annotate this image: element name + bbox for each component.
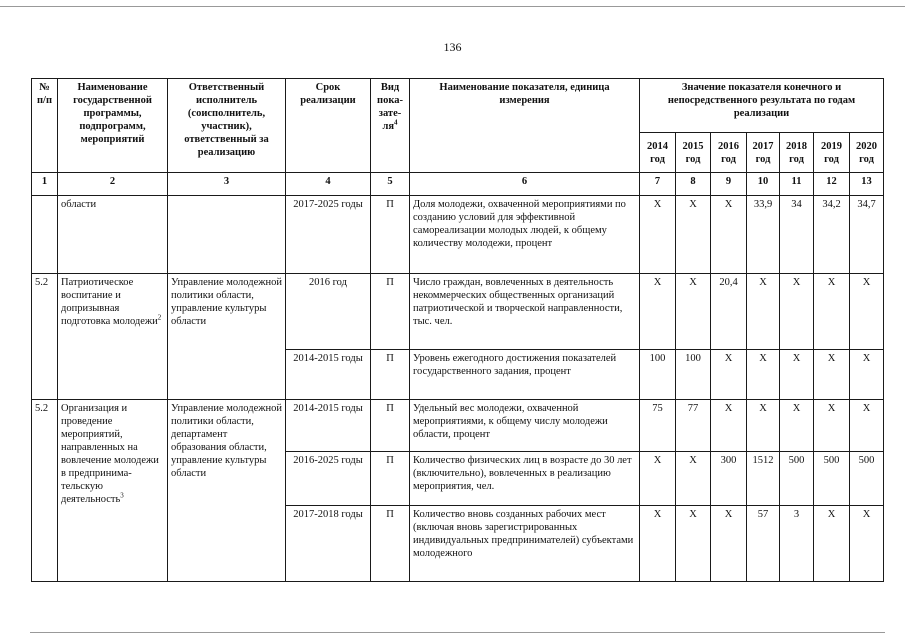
header-year-2020: 2020 год	[850, 133, 884, 173]
column-number: 6	[410, 173, 640, 196]
value-cell: 20,4	[711, 274, 747, 350]
value-cell: Х	[780, 274, 814, 350]
executor-cell: Управление молодежной политики области, управление культуры области	[168, 274, 286, 400]
column-number: 8	[676, 173, 711, 196]
column-number: 5	[371, 173, 410, 196]
kind-cell: П	[371, 274, 410, 350]
term-cell: 2017-2025 годы	[286, 196, 371, 274]
value-cell: Х	[640, 452, 676, 506]
header-indicator: Наименование показателя, единица измерения	[410, 79, 640, 173]
value-cell: 300	[711, 452, 747, 506]
value-cell: 3	[780, 506, 814, 582]
program-cell	[58, 274, 168, 400]
value-cell: Х	[780, 400, 814, 452]
value-cell: Х	[711, 350, 747, 400]
value-cell: Х	[850, 506, 884, 582]
value-cell: Х	[676, 506, 711, 582]
column-number: 9	[711, 173, 747, 196]
value-cell: 500	[814, 452, 850, 506]
table-row	[32, 196, 884, 274]
value-cell: Х	[640, 196, 676, 274]
value-cell: Х	[747, 400, 780, 452]
program-cell	[58, 400, 168, 582]
value-cell: Х	[850, 350, 884, 400]
kind-cell: П	[371, 350, 410, 400]
header-year-2014: 2014 год	[640, 133, 676, 173]
indicator-cell: Удельный вес молодежи, охваченной мероприятиями, к общему числу молодежи области, процент	[410, 400, 640, 452]
program-indicators-table	[31, 78, 884, 582]
program-name: Патриотическое воспитание и допризывная подготовка молодежи	[61, 277, 158, 327]
value-cell: 100	[676, 350, 711, 400]
value-cell: Х	[814, 506, 850, 582]
header-kind-footnote: 4	[394, 118, 398, 127]
indicator-cell: Количество физических лиц в возрасте до 30 лет (включительно), вовлеченных в реализацию мероприятия, чел.	[410, 452, 640, 506]
value-cell: 77	[676, 400, 711, 452]
column-number: 1	[32, 173, 58, 196]
value-cell: 1512	[747, 452, 780, 506]
value-cell: 100	[640, 350, 676, 400]
row-num-cell: 5.2	[32, 274, 58, 400]
value-cell: Х	[640, 274, 676, 350]
kind-cell: П	[371, 452, 410, 506]
header-year-2015: 2015 год	[676, 133, 711, 173]
term-cell: 2014-2015 годы	[286, 350, 371, 400]
value-cell: 34,7	[850, 196, 884, 274]
value-cell: 57	[747, 506, 780, 582]
page-number: 136	[443, 40, 462, 54]
value-cell: Х	[711, 400, 747, 452]
column-number: 3	[168, 173, 286, 196]
term-cell: 2016-2025 годы	[286, 452, 371, 506]
value-cell: Х	[814, 274, 850, 350]
value-cell: Х	[814, 400, 850, 452]
header-num: № п/п	[32, 79, 58, 173]
indicator-cell: Число граждан, вовлеченных в деятельность некоммерческих общественных организаций патриотической и творческой направленности, тыс. чел.	[410, 274, 640, 350]
indicator-cell: Доля молодежи, охваченной мероприятиями по созданию условий для эффективной самореализации молодых людей, к общему количеству молодежи, процент	[410, 196, 640, 274]
program-cell: области	[58, 196, 168, 274]
executor-cell: Управление молодежной политики области, департамент образования области, управление культуры области	[168, 400, 286, 582]
column-number: 7	[640, 173, 676, 196]
value-cell: Х	[676, 274, 711, 350]
value-cell: 34,2	[814, 196, 850, 274]
header-term: Срок реализации	[286, 79, 371, 173]
column-number: 11	[780, 173, 814, 196]
header-year-2017: 2017 год	[747, 133, 780, 173]
header-year-2019: 2019 год	[814, 133, 850, 173]
value-cell: Х	[711, 506, 747, 582]
value-cell: 34	[780, 196, 814, 274]
value-cell: 75	[640, 400, 676, 452]
header-program: Наименование государственной программы, подпрограмм, мероприятий	[58, 79, 168, 173]
value-cell: Х	[850, 400, 884, 452]
program-name: Организация и проведение мероприятий, направленных на вовлечение молодежи в предпринима-тельскую деятельность	[61, 403, 159, 505]
header-kind	[371, 79, 410, 173]
column-number: 2	[58, 173, 168, 196]
value-cell: Х	[814, 350, 850, 400]
program-footnote: 2	[157, 313, 162, 322]
row-num-cell: 5.2	[32, 400, 58, 582]
value-cell: Х	[676, 196, 711, 274]
header-kind-label: Вид пока-зате-ля	[377, 82, 403, 132]
column-number: 12	[814, 173, 850, 196]
value-cell: Х	[676, 452, 711, 506]
column-number: 10	[747, 173, 780, 196]
kind-cell: П	[371, 400, 410, 452]
scan-artifact-top	[0, 6, 905, 7]
term-cell: 2017-2018 годы	[286, 506, 371, 582]
row-num-cell	[32, 196, 58, 274]
value-cell: Х	[747, 350, 780, 400]
value-cell: Х	[780, 350, 814, 400]
column-number: 4	[286, 173, 371, 196]
executor-cell	[168, 196, 286, 274]
indicator-cell: Количество вновь созданных рабочих мест (включая вновь зарегистрированных индивидуальных предпринимателей) субъектами молодежного	[410, 506, 640, 582]
table-row	[32, 274, 884, 350]
header-values-group: Значение показателя конечного и непосредственного результата по годам реализации	[640, 79, 884, 133]
value-cell: 500	[850, 452, 884, 506]
column-number-row	[32, 173, 884, 196]
header-year-2016: 2016 год	[711, 133, 747, 173]
header-executor: Ответственный исполнитель (соисполнитель, участник), ответственный за реализацию	[168, 79, 286, 173]
header-year-2018: 2018 год	[780, 133, 814, 173]
value-cell: Х	[850, 274, 884, 350]
kind-cell: П	[371, 196, 410, 274]
table-row	[32, 400, 884, 452]
value-cell: 33,9	[747, 196, 780, 274]
value-cell: 500	[780, 452, 814, 506]
term-cell: 2016 год	[286, 274, 371, 350]
indicator-cell: Уровень ежегодного достижения показателей государственного задания, процент	[410, 350, 640, 400]
term-cell: 2014-2015 годы	[286, 400, 371, 452]
scan-artifact-bottom	[30, 632, 885, 633]
value-cell: Х	[711, 196, 747, 274]
value-cell: Х	[747, 274, 780, 350]
kind-cell: П	[371, 506, 410, 582]
value-cell: Х	[640, 506, 676, 582]
program-footnote: 3	[120, 491, 124, 500]
column-number: 13	[850, 173, 884, 196]
